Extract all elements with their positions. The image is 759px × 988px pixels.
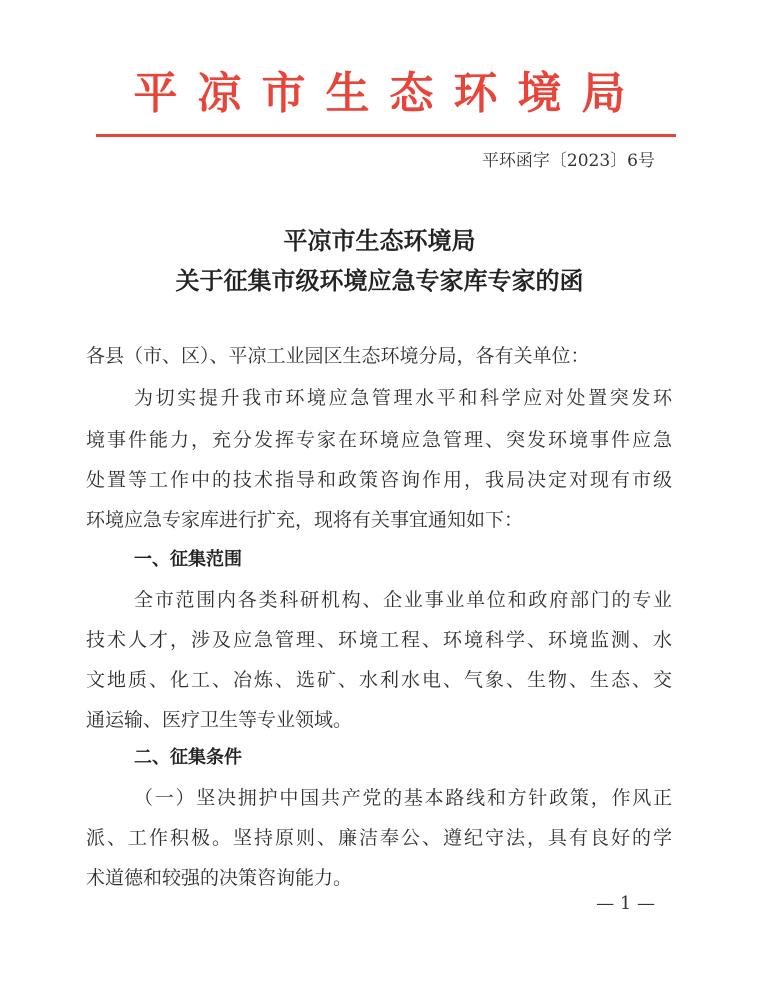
scope-line: 全市范围内各类科研机构、企业事业单位和政府部门的专业: [134, 589, 672, 611]
scope-line: 文地质、化工、冶炼、选矿、水利水电、气象、生物、生态、交: [86, 669, 672, 691]
intro-line: 境事件能力，充分发挥专家在环境应急管理、突发环境事件应急: [86, 429, 672, 451]
scope-line: 技术人才，涉及应急管理、环境工程、环境科学、环境监测、水: [86, 629, 672, 651]
section-heading-scope: 一、征集范围: [134, 549, 242, 570]
scope-line: 通运输、医疗卫生等专业领域。: [86, 709, 353, 731]
document-title-line-1: 平凉市生态环境局: [283, 226, 476, 255]
letterhead-divider: [96, 134, 676, 137]
salutation: 各县（市、区）、平凉工业园区生态环境分局，各有关单位：: [86, 345, 590, 367]
conditions-line: 派、工作积极。坚持原则、廉洁奉公、遵纪守法，具有良好的学: [86, 827, 672, 849]
conditions-line: 术道德和较强的决策咨询能力。: [86, 867, 353, 889]
section-heading-conditions: 二、征集条件: [134, 747, 242, 768]
page-number: — 1 —: [596, 893, 655, 914]
agency-letterhead: 平凉市生态环境局: [133, 68, 646, 119]
intro-line: 处置等工作中的技术指导和政策咨询作用，我局决定对现有市级: [86, 469, 672, 491]
conditions-line: （一）坚决拥护中国共产党的基本路线和方针政策，作风正: [134, 787, 672, 809]
document-number: 平环函字〔2023〕6号: [481, 151, 655, 171]
intro-line: 环境应急专家库进行扩充，现将有关事宜通知如下：: [86, 509, 524, 531]
intro-line: 为切实提升我市环境应急管理水平和科学应对处置突发环: [134, 387, 672, 409]
document-title-line-2: 关于征集市级环境应急专家库专家的函: [175, 266, 584, 295]
